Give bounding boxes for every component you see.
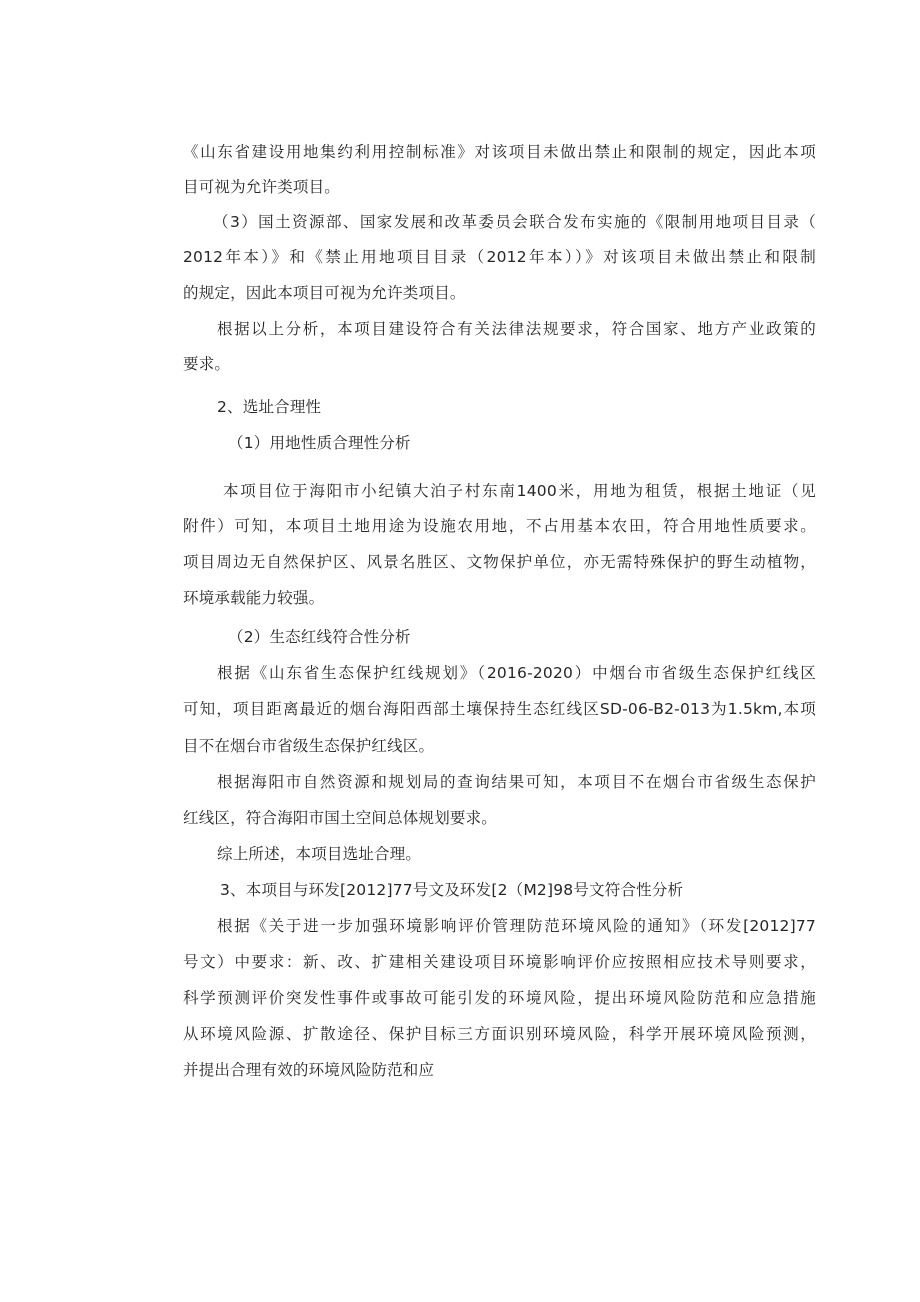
subsection-heading: （2）生态红线符合性分析 bbox=[228, 628, 411, 646]
paragraph-line: 的规定，因此本项目可视为允许类项目。 bbox=[183, 284, 466, 302]
paragraph-line: 根据海阳市自然资源和规划局的查询结果可知，本项目不在烟台市省级生态保护 bbox=[217, 773, 816, 791]
paragraph-line: 综上所述，本项目选址合理。 bbox=[217, 845, 422, 863]
paragraph-line: 从环境风险源、扩散途径、保护目标三方面识别环境风险，科学开展环境风险预测， bbox=[183, 1025, 816, 1043]
section-heading: 3、本项目与环发[2012]77号文及环发[2（M2]98号文符合性分析 bbox=[220, 881, 684, 899]
paragraph-line: 目可视为允许类项目。 bbox=[183, 178, 341, 196]
paragraph-line: 目不在烟台市省级生态保护红线区。 bbox=[183, 737, 435, 755]
paragraph-line: 科学预测评价突发性事件或事故可能引发的环境风险，提出环境风险防范和应急措施 bbox=[183, 989, 816, 1007]
paragraph-line: 根据《山东省生态保护红线规划》（2016-2020）中烟台市省级生态保护红线区 bbox=[217, 664, 816, 682]
paragraph-line: 并提出合理有效的环境风险防范和应 bbox=[183, 1061, 435, 1079]
paragraph-line: 本项目位于海阳市小纪镇大泊子村东南1400米，用地为租赁，根据土地证（见 bbox=[223, 482, 816, 500]
paragraph-line: 根据以上分析，本项目建设符合有关法律法规要求，符合国家、地方产业政策的 bbox=[217, 320, 816, 338]
paragraph-line: 根据《关于进一步加强环境影响评价管理防范环境风险的通知》（环发[2012]77 bbox=[217, 917, 816, 935]
paragraph-line: 要求。 bbox=[183, 355, 231, 373]
paragraph-line: 2012年本）》和《禁止用地项目目录（2012年本））》对该项目未做出禁止和限制 bbox=[183, 248, 816, 266]
paragraph-line: 《山东省建设用地集约利用控制标准》对该项目未做出禁止和限制的规定，因此本项 bbox=[183, 143, 816, 161]
paragraph-line: 环境承载能力较强。 bbox=[183, 589, 325, 607]
paragraph-line: （3）国土资源部、国家发展和改革委员会联合发布实施的《限制用地项目目录（ bbox=[213, 213, 816, 231]
subsection-heading: （1）用地性质合理性分析 bbox=[228, 434, 411, 452]
paragraph-line: 可知，项目距离最近的烟台海阳西部土壤保持生态红线区SD-06-B2-013为1.5km,本项 bbox=[183, 700, 816, 718]
section-heading: 2、选址合理性 bbox=[217, 398, 322, 416]
paragraph-line: 附件）可知，本项目土地用途为设施农用地，不占用基本农田，符合用地性质要求。 bbox=[183, 517, 816, 535]
paragraph-line: 号文）中要求：新、改、扩建相关建设项目环境影响评价应按照相应技术导则要求， bbox=[183, 953, 816, 971]
paragraph-line: 红线区，符合海阳市国土空间总体规划要求。 bbox=[183, 809, 498, 827]
paragraph-line: 项目周边无自然保护区、风景名胜区、文物保护单位，亦无需特殊保护的野生动植物， bbox=[183, 553, 816, 571]
